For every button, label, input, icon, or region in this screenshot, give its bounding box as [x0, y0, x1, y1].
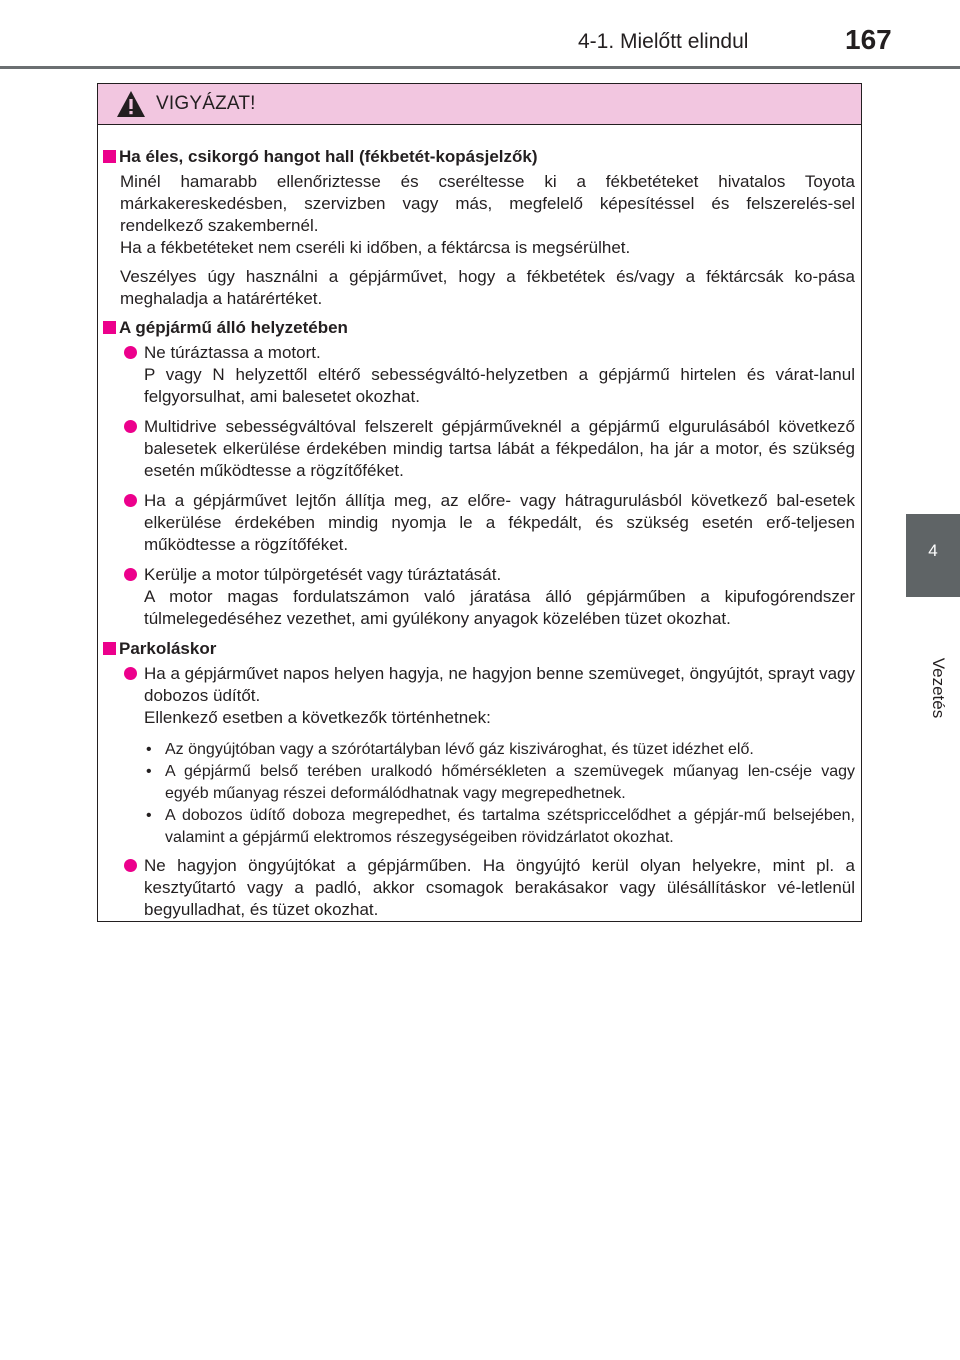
- sub-list-item: • A gépjármű belső terében uralkodó hőmérsékleten a szemüvegek műanyag len-cséje vagy egyéb műanyag részei deformálódhatnak vagy megrepedhetnek.: [146, 763, 855, 802]
- square-bullet-icon: [103, 642, 116, 655]
- bullet-dot-icon: •: [146, 763, 152, 780]
- square-bullet-icon: [103, 321, 116, 334]
- caution-box: [97, 83, 862, 922]
- caution-header: [98, 84, 861, 125]
- round-bullet-icon: [124, 568, 137, 581]
- list-item: Ne túráztassa a motort. P vagy N helyzettől eltérő sebességváltó-helyzetben a gépjármű hirtelen és várat-lanul felgyorsulhat, ami balesetet okozhat.: [103, 342, 855, 408]
- round-bullet-icon: [124, 346, 137, 359]
- section-heading: A gépjármű álló helyzetében: [103, 317, 855, 339]
- paragraph: Veszélyes úgy használni a gépjárművet, hogy a fékbetétek és/vagy a féktárcsák ko-pása meghaladja a határértéket.: [120, 267, 855, 308]
- bullet-dot-icon: •: [146, 741, 152, 758]
- warning-triangle-icon: [116, 90, 146, 118]
- square-bullet-icon: [103, 150, 116, 163]
- section-title: 4-1. Mielőtt elindul: [578, 30, 749, 53]
- round-bullet-icon: [124, 420, 137, 433]
- list-item: Kerülje a motor túlpörgetését vagy túráztatását. A motor magas fordulatszámon való járatása álló gépjárműben a kipufogórendszer túlmelegedéséhez vezethet, ami gyúlékony anyagok közelében tüzet okozhat.: [103, 564, 855, 630]
- sub-list-item: • A dobozos üdítő doboza megrepedhet, és tartalma szétspriccelődhet a gépjár-mű belsejében, valamint a gépjármű elektromos részegységeiben rövidzárlatot okozhat.: [146, 807, 855, 846]
- section-heading: Parkoláskor: [103, 638, 855, 660]
- paragraph: Minél hamarabb ellenőriztesse és cseréltesse ki a fékbetéteket hivatalos Toyota márkakereskedésben, szervizben vagy más, megfelelő képesítéssel és felszerelés-sel rendelkező szakembernél.: [120, 172, 855, 235]
- sub-list-item: • Az öngyújtóban vagy a szórótartályban lévő gáz kiszivároghat, és tüzet idézhet elő.: [103, 739, 855, 761]
- chapter-label: Vezetés: [929, 657, 948, 719]
- list-item: Ne hagyjon öngyújtókat a gépjárműben. Ha öngyújtó kerül olyan helyekre, mint pl. a kesztyűtartó vagy a padló, akkor csomagok berakásakor vagy ülésállításkor vé-letlenül begyulladhat, és tüzet okozhat.: [103, 855, 855, 921]
- list-item: Ha a gépjárművet lejtőn állítja meg, az előre- vagy hátragurulásból következő bal-esetek elkerülése érdekében mindig nyomja le a fékpedált, és szükség esetén erő-teljesen működtesse a rögzítőféket.: [103, 490, 855, 556]
- section-heading: Ha éles, csikorgó hangot hall (fékbetét-kopásjelzők): [103, 146, 855, 168]
- header-rule: [0, 66, 960, 69]
- caution-title: VIGYÁZAT!: [156, 93, 256, 114]
- list-item: Multidrive sebességváltóval felszerelt gépjárműveknél a gépjármű elgurulásából következő balesetek elkerülése érdekében mindig tartsa lábát a fékpedálon, ha jár a motor, és szükség esetén működtesse a rögzítőféket.: [103, 416, 855, 482]
- page-number: 167: [845, 24, 892, 55]
- round-bullet-icon: [124, 494, 137, 507]
- caution-content: [103, 146, 855, 929]
- chapter-tab: 4: [906, 514, 960, 597]
- round-bullet-icon: [124, 667, 137, 680]
- sub-list: [103, 739, 855, 849]
- list-item: Ha a gépjárművet napos helyen hagyja, ne hagyjon benne szemüveget, öngyújtót, sprayt vagy dobozos üdítőt. Ellenkező esetben a következők történhetnek:: [103, 663, 855, 729]
- round-bullet-icon: [124, 859, 137, 872]
- paragraph: Ha a fékbetéteket nem cseréli ki időben, a féktárcsa is megsérülhet.: [120, 238, 631, 257]
- bullet-dot-icon: •: [146, 807, 152, 824]
